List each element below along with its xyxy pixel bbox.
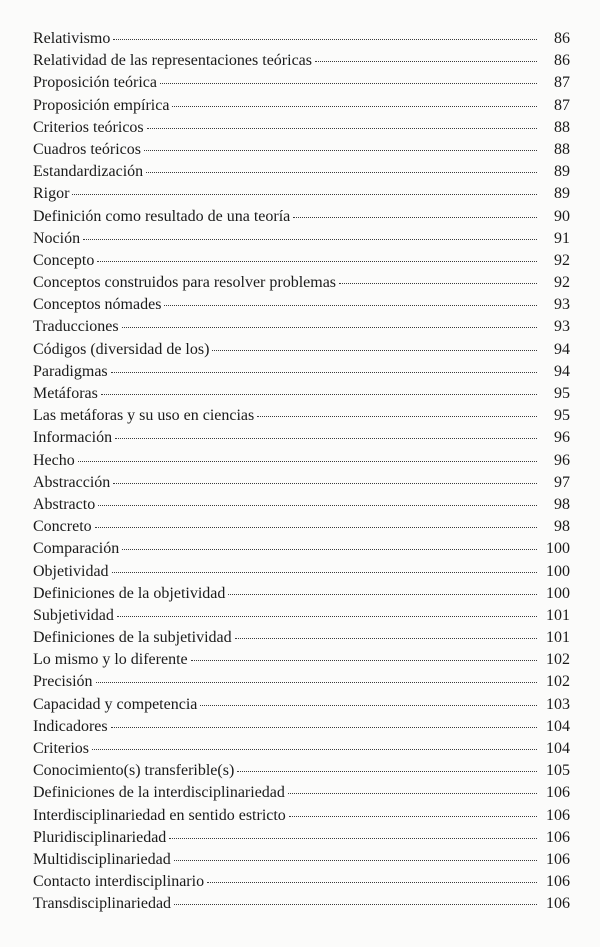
toc-entry: [33, 161, 570, 183]
toc-entry: [33, 450, 570, 472]
toc-entry-title: Cuadros teóricos: [33, 140, 141, 158]
toc-entry-page-number: 105: [546, 762, 570, 780]
toc-entry-title: Códigos (diversidad de los): [33, 340, 210, 358]
toc-entry-title: Las metáforas y su uso en ciencias: [33, 407, 255, 425]
dot-leader: [122, 327, 537, 328]
toc-entry-page-number: 95: [554, 385, 570, 402]
toc-entry-title: Proposición empírica: [33, 96, 170, 114]
dot-leader: [117, 616, 537, 617]
toc-entry-title: Definición como resultado de una teoría: [33, 207, 291, 225]
dot-leader: [92, 749, 537, 750]
toc-entry-title: Indicadores: [33, 717, 108, 735]
toc-entry-title: Conceptos nómades: [33, 296, 162, 314]
toc-entry: [33, 538, 570, 560]
toc-entry-title: Conceptos construidos para resolver problemas: [33, 274, 337, 292]
toc-entry: [33, 228, 570, 250]
dot-leader: [72, 194, 537, 195]
toc-entry-page-number: 87: [554, 96, 570, 114]
dot-leader: [172, 106, 537, 107]
dot-leader: [146, 172, 537, 173]
toc-entry-page-number: 93: [554, 318, 570, 336]
dot-leader: [169, 838, 537, 839]
toc-entry-title: Concepto: [33, 251, 95, 269]
toc-entry: [33, 694, 570, 716]
dot-leader: [237, 771, 537, 772]
toc-entry-page-number: 87: [554, 74, 570, 92]
toc-entry-page-number: 94: [554, 362, 570, 380]
toc-entry: [33, 494, 570, 516]
toc-entry-title: Precisión: [33, 673, 93, 691]
toc-entry-page-number: 98: [554, 518, 570, 536]
toc-entry: [33, 316, 570, 338]
toc-entry: [33, 117, 570, 139]
toc-entry-page-number: 89: [554, 163, 570, 181]
toc-entry-page-number: 88: [554, 118, 570, 136]
toc-entry-title: Relativismo: [33, 30, 111, 47]
toc-entry: [33, 206, 570, 228]
dot-leader: [174, 860, 537, 861]
toc-entry-page-number: 100: [546, 584, 570, 602]
toc-entry: [33, 583, 570, 605]
toc-entry-title: Información: [33, 429, 113, 447]
toc-entry-title: Rigor: [33, 185, 70, 203]
dot-leader: [288, 793, 537, 794]
dot-leader: [339, 283, 537, 284]
toc-entry-page-number: 106: [546, 784, 570, 802]
toc-entry-page-number: 91: [554, 229, 570, 247]
toc-entry-page-number: 89: [554, 185, 570, 203]
toc-entry-page-number: 100: [546, 562, 570, 580]
toc-entry-title: Definiciones de la objetividad: [33, 584, 226, 602]
dot-leader: [164, 305, 537, 306]
toc-entry: [33, 472, 570, 494]
toc-entry-title: Transdisciplinariedad: [33, 895, 172, 913]
toc-entry: [33, 782, 570, 804]
toc-entry: [33, 849, 570, 871]
dot-leader: [113, 483, 537, 484]
toc-entry-page-number: 86: [554, 30, 570, 47]
toc-entry: [33, 516, 570, 538]
toc-entry-page-number: 86: [554, 52, 570, 70]
toc-entry-title: Metáforas: [33, 385, 98, 402]
dot-leader: [293, 217, 537, 218]
toc-entry-page-number: 98: [554, 495, 570, 513]
toc-entry-page-number: 92: [554, 274, 570, 292]
toc-entry-title: Concreto: [33, 518, 92, 536]
dot-leader: [78, 461, 537, 462]
toc-entry-page-number: 96: [554, 429, 570, 447]
toc-entry-title: Estandardización: [33, 163, 144, 181]
dot-leader: [228, 594, 537, 595]
dot-leader: [315, 61, 537, 62]
toc-entry-title: Multidisciplinariedad: [33, 850, 171, 868]
toc-entry-title: Traducciones: [33, 318, 119, 336]
toc-entry-title: Subjetividad: [33, 606, 114, 624]
toc-entry-title: Criterios teóricos: [33, 118, 144, 136]
toc-entry-page-number: 103: [546, 695, 570, 713]
toc-entry-page-number: 94: [554, 340, 570, 358]
toc-entry-title: Objetividad: [33, 562, 109, 580]
toc-entry-title: Abstracto: [33, 495, 96, 513]
toc-entry-page-number: 106: [546, 850, 570, 868]
dot-leader: [96, 682, 537, 683]
toc-entry-title: Lo mismo y lo diferente: [33, 651, 188, 669]
toc-entry-page-number: 93: [554, 296, 570, 314]
toc-entry: [33, 627, 570, 649]
toc-entry: [33, 427, 570, 449]
toc-entry-title: Paradigmas: [33, 362, 108, 380]
dot-leader: [174, 904, 537, 905]
dot-leader: [235, 638, 537, 639]
dot-leader: [160, 83, 537, 84]
toc-entry: [33, 738, 570, 760]
toc-entry: [33, 760, 570, 782]
toc-entry-page-number: 104: [546, 740, 570, 757]
toc-entry: [33, 383, 570, 405]
dot-leader: [144, 150, 537, 151]
toc-entry: [33, 649, 570, 671]
toc-entry-page-number: 106: [546, 895, 570, 913]
toc-entry-title: Hecho: [33, 451, 75, 469]
toc-entry: [33, 50, 570, 72]
toc-entry: [33, 250, 570, 272]
dot-leader: [98, 505, 537, 506]
toc-entry: [33, 183, 570, 205]
toc-entry-page-number: 95: [554, 407, 570, 425]
dot-leader: [112, 572, 537, 573]
dot-leader: [115, 438, 537, 439]
toc-entry-page-number: 97: [554, 473, 570, 491]
dot-leader: [257, 416, 537, 417]
dot-leader: [289, 816, 537, 817]
toc-entry: [33, 605, 570, 627]
table-of-contents: [33, 28, 570, 916]
toc-entry-title: Comparación: [33, 540, 120, 558]
toc-entry: [33, 405, 570, 427]
toc-entry: [33, 95, 570, 117]
toc-entry-page-number: 104: [546, 717, 570, 735]
toc-entry: [33, 339, 570, 361]
toc-entry: [33, 272, 570, 294]
toc-entry-page-number: 92: [554, 251, 570, 269]
toc-entry-page-number: 101: [546, 629, 570, 647]
dot-leader: [101, 394, 537, 395]
dot-leader: [97, 261, 537, 262]
toc-entry: [33, 871, 570, 893]
toc-entry-page-number: 88: [554, 140, 570, 158]
toc-entry: [33, 716, 570, 738]
toc-entry: [33, 294, 570, 316]
toc-entry-title: Contacto interdisciplinario: [33, 873, 205, 891]
toc-entry-page-number: 106: [546, 806, 570, 824]
dot-leader: [212, 350, 537, 351]
dot-leader: [111, 727, 537, 728]
toc-entry-title: Conocimiento(s) transferible(s): [33, 762, 235, 780]
dot-leader: [200, 705, 537, 706]
dot-leader: [191, 660, 537, 661]
toc-entry-title: Definiciones de la interdisciplinariedad: [33, 784, 285, 802]
toc-entry-title: Interdisciplinariedad en sentido estricto: [33, 806, 286, 824]
toc-entry-page-number: 106: [546, 873, 570, 891]
toc-entry: [33, 805, 570, 827]
toc-entry: [33, 28, 570, 50]
toc-entry-title: Pluridisciplinariedad: [33, 828, 167, 846]
toc-entry-title: Definiciones de la subjetividad: [33, 629, 232, 647]
dot-leader: [113, 39, 537, 40]
toc-entry: [33, 827, 570, 849]
toc-entry-page-number: 100: [546, 540, 570, 558]
toc-entry: [33, 893, 570, 915]
toc-entry: [33, 361, 570, 383]
dot-leader: [95, 527, 537, 528]
dot-leader: [147, 128, 537, 129]
toc-entry-page-number: 101: [546, 606, 570, 624]
toc-entry: [33, 139, 570, 161]
toc-entry-page-number: 102: [546, 673, 570, 691]
toc-entry: [33, 561, 570, 583]
toc-entry-title: Criterios: [33, 740, 89, 757]
dot-leader: [207, 882, 537, 883]
toc-entry-page-number: 102: [546, 651, 570, 669]
toc-entry: [33, 671, 570, 693]
toc-entry-page-number: 96: [554, 451, 570, 469]
dot-leader: [83, 239, 537, 240]
toc-entry-title: Capacidad y competencia: [33, 695, 198, 713]
dot-leader: [111, 372, 537, 373]
toc-entry-title: Noción: [33, 229, 81, 247]
toc-entry-page-number: 90: [554, 207, 570, 225]
toc-entry-page-number: 106: [546, 828, 570, 846]
toc-entry-title: Relatividad de las representaciones teóricas: [33, 52, 312, 70]
toc-entry: [33, 72, 570, 94]
toc-entry-title: Abstracción: [33, 473, 111, 491]
toc-entry-title: Proposición teórica: [33, 74, 157, 92]
dot-leader: [122, 549, 537, 550]
